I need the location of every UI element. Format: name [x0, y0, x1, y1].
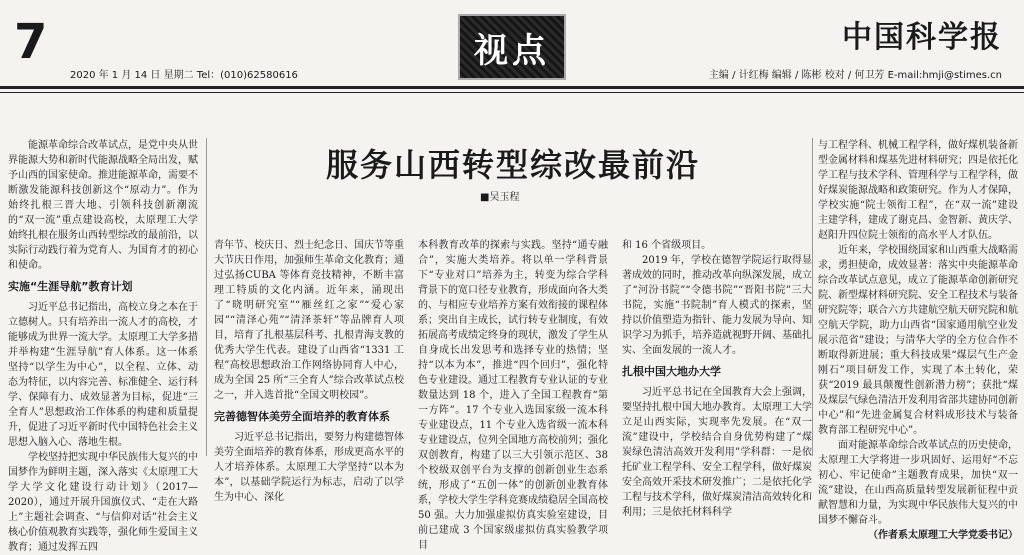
article-column-2 — [214, 238, 404, 503]
column-divider — [206, 138, 207, 456]
date-line: 2020 年 1 月 14 日 星期二 Tel：(010)62580616 — [70, 70, 298, 81]
author-note: （作者系太原理工大学党委书记） — [868, 530, 1018, 541]
paragraph: 青年节、校庆日、烈士纪念日、国庆节等重大节庆日作用，加强师生革命文化教育；通过弘扬CUBA 等体育竞技精神，不断丰富理工特质的文化内涵。近年来，涌现出了“晓明研究室”“雁丝红之家”“爱心家园”“清泽心苑”“清泽茶轩”等品牌育人项目，培育了扎根基层科考、扎根青海支教的优秀大学生代表。建设了山西省“1331 工程”高校思想政治工作网络协同育人中心，成为全国 25 所“三全育人”综合改革试点校之一，并入选首批“全国文明校园”。 — [214, 240, 404, 401]
article-author: ■吴玉程 — [480, 192, 520, 203]
paragraph: 近年来，学校围绕国家和山西重大战略需求，勇担使命，成效显著：落实中央能源革命综合改革试点意见，成立了能源革命创新研究院、新型煤材料研究院、安全工程技术与装备研究院等；联合六方共建航空航天研究院和航空航天学院，助力山西省“国家通用航空业发展示范省”建设；与清华大学的全方位合作不断取得新进展；重大科技成果“煤层气生产金刚石”项目研发工作，实现了本土转化，荣获“2019 最具颠覆性创新潜力榜”；获批“煤及煤层气绿色清洁开发利用省部共建协同创新中心”和“先进金属复合材料成形技术与装备教育部工程研究中心”。 — [818, 245, 1018, 436]
article-column-3 — [418, 238, 608, 551]
editors-line: 主编 / 计红梅 编辑 / 陈彬 校对 / 何卫芳 E-mail:hmji@stimes.cn — [708, 70, 1002, 81]
paragraph: 本科教育改革的探索与实践。坚持“通专融合”，实施大类培养。将以单一学科背景下“专业对口”培养为主，转变为综合学科背景下的宽口径专业教育，形成面向各大类的、与相应专业培养方案有效衔接的课程体系；突出自主成长，试行转专业制度，有效拓展高考成绩定终身的现状，激发了学生从自身成长出发思考和选择专业的热情；坚持“以本为本”，推进“四个回归”，强化特色专业建设。通过工程教育专业认证的专业数量达到 18 个，进入了全国工程教育“第一方阵”。17 个专业入选国家级一流本科专业建设点，11 个专业入选省级一流本科专业建设点，位列全国地方高校前列；强化双创教育，构建了以三大引领示范区、38 个校级双创平台为支撑的创新创业生态系统，形成了“五创一体”的创新创业教育体系，学校大学生学科竞赛成绩稳居全国高校 50 强。大力加强虚拟仿真实验室建设，目前已建成 3 个国家级虚拟仿真实验教学项目 — [418, 240, 608, 551]
paragraph: 习近平总书记指出，要努力构建德智体美劳全面培养的教育体系，形成更高水平的人才培养体系。太原理工大学坚持“以本为本”，以基础学院运行为标志，启动了以学生为中心、深化 — [214, 432, 404, 503]
paragraph: 与工程学科、机械工程学科，做好煤机装备新型金属材料和煤基先进材料研究；四是依托化学工程与技术学科、管理科学与工程学科，做好煤炭能源战略和政策研究。作为人才保障，学校实施“院士领衔工程”，在“双一流”建设主建学科，建成了谢克昌、金智新、黄庆学、赵阳升四位院士领衔的高水平人才队伍。 — [818, 140, 1018, 241]
column-divider — [812, 138, 813, 456]
page-header — [0, 0, 1024, 96]
masthead-logo: 中国科学报 — [842, 20, 1002, 55]
article-column-4 — [622, 238, 812, 518]
paragraph: 2019 年，学校在德智学院运行取得显著成效的同时，推动改革向纵深发展，成立了“河汾书院”“令德书院”“晋阳书院”三大书院，实施“书院制”育人模式的探索，坚持以价值塑造为指针、能力发展为导向、知识学习为抓手，培养造就视野开阔、基础扎实、全面发展的一流人才。 — [622, 255, 812, 356]
paragraph: 学校坚持把实现中华民族伟大复兴的中国梦作为鲜明主题，深入落实《太原理工大学大学文化建设行动计划》（2017—2020），通过开展升国旗仪式、“走在大路上”主题社会调查、“与信仰对话”社会主义核心价值观教育实践等，强化师生爱国主义教育；通过发挥五四 — [8, 452, 198, 553]
article-column-5 — [818, 138, 1018, 541]
header-rule — [0, 86, 1024, 89]
paragraph: 和 16 个省级项目。 — [622, 240, 712, 251]
paragraph: 面对能源革命综合改革试点的历史使命，太原理工大学将进一步巩固好、运用好“不忘初心、牢记使命”主题教育成果，加快“双一流”建设，在山西高质量转型发展新征程中贡献智慧和力量，为实现中华民族伟大复兴的中国梦不懈奋斗。 — [818, 440, 1018, 526]
section-heading: 实施“生涯导航”教育计划 — [8, 280, 133, 293]
section-tag: 视点 — [458, 14, 566, 80]
section-heading: 完善德智体美劳全面培养的教育体系 — [214, 410, 390, 423]
article-title: 服务山西转型综改最前沿 — [325, 146, 700, 184]
article-column-1 — [8, 138, 198, 553]
paragraph: 习近平总书记在全国教育大会上强调，要坚持扎根中国大地办教育。太原理工大学立足山西实际，实现率先发展。在“双一流”建设中，学校结合自身优势构建了“煤炭绿色清洁高效开发利用”学科群：一是依托矿业工程学科、安全工程学科，做好煤炭安全高效开采技术研发推广；二是依托化学工程与技术学科，做好煤炭清洁高效转化和利用；三是依托材料科学 — [622, 387, 812, 518]
section-heading: 扎根中国大地办大学 — [622, 365, 721, 378]
page-number: 7 — [14, 14, 48, 70]
header-rule-thin — [0, 92, 1024, 93]
paragraph: 能源革命综合改革试点，是党中央从世界能源大势和新时代能源战略全局出发，赋予山西的国家使命。推进能源革命，需要不断激发能源科技创新这个“原动力”。作为始终扎根三晋大地、引领科技创新潮流的“双一流”重点建设高校，太原理工大学始终扎根在服务山西转型综改的最前沿，以实际行动践行着为党育人、为国育才的初心和使命。 — [8, 140, 198, 271]
paragraph: 习近平总书记指出，高校立身之本在于立德树人。只有培养出一流人才的高校，才能够成为世界一流大学。太原理工大学多措并举构建“生涯导航”育人体系。这一体系坚持“以学生为中心”，以全程、立体、动态为特征，以内容完善、标准健全、运行科学、保障有力、成效显著为目标，促进“三全育人”思想政治工作体系的构建和质量提升，促进了习近平新时代中国特色社会主义思想入脑入心、落地生根。 — [8, 302, 198, 448]
